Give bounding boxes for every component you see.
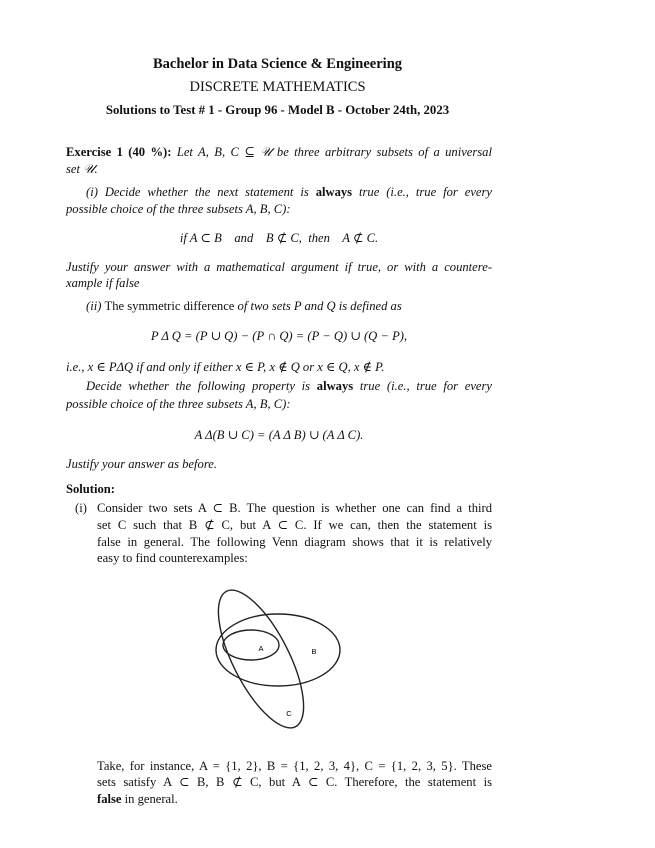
label-a: A [258,644,264,653]
text: true (i.e., true for every [353,379,492,393]
part-i-line-2: possible choice of the three subsets A, B, C): [66,202,291,216]
text: (ii) [86,299,105,313]
label-c: C [286,709,292,718]
example-line [97,791,492,807]
statement-formula: if A ⊂ B and B ⊄ C, then A ⊄ C. [179,231,379,245]
example-line: sets satisfy A ⊂ B, B ⊄ C, but A ⊂ C. Therefore, the statement is [97,775,492,789]
solution-line: false in general. The following Venn diagram shows that it is relatively [97,535,492,549]
set-a-ellipse [223,630,279,660]
solution-line: easy to find counterexamples: [97,551,248,565]
text: in general. [121,792,178,806]
property-formula: A Δ(B ∪ C) = (A Δ B) ∪ (A Δ C). [194,428,364,442]
text: Let A, B, C ⊆ 𝒰 be three arbitrary subsets of a universal [176,145,492,159]
definition-formula: P Δ Q = (P ∪ Q) − (P ∩ Q) = (P − Q) ∪ (Q − P), [150,329,408,343]
text: Decide whether the following property is [86,379,317,393]
text: true (i.e., true for every [352,185,493,199]
item-label: (i) [75,501,87,515]
label-b: B [311,647,317,656]
text: The symmetric difference [104,299,235,313]
text: (i) Decide whether the next statement is [86,185,316,199]
bold-false: false [97,792,122,806]
exercise-intro-line-2: set 𝒰. [66,162,98,176]
justify-line: Justify your answer with a mathematical argument if true, or with a countere- [66,260,492,274]
test-subtitle: Solutions to Test # 1 - Group 96 - Model B - October 24th, 2023 [105,103,450,117]
justify-line-2: xample if false [66,276,140,290]
text: of two sets P and Q is defined as [234,299,402,313]
solution-heading: Solution: [66,482,115,496]
course-title: DISCRETE MATHEMATICS [189,79,366,95]
justify-before-line: Justify your answer as before. [66,457,217,471]
solution-line: Consider two sets A ⊂ B. The question is whether one can find a third [97,501,492,515]
exercise-label: Exercise 1 (40 %): [66,145,172,159]
solution-line: set C such that B ⊄ C, but A ⊂ C. If we can, then the statement is [97,518,492,532]
decide-line-2: possible choice of the three subsets A, B, C): [66,397,291,411]
program-title: Bachelor in Data Science & Engineering [152,56,403,72]
ie-line: i.e., x ∈ PΔQ if and only if either x ∈ P, x ∉ Q or x ∈ Q, x ∉ P. [66,360,385,374]
bold-always: always [315,185,353,199]
example-line: Take, for instance, A = {1, 2}, B = {1, 2, 3, 4}, C = {1, 2, 3, 5}. These [97,759,492,773]
bold-always: always [316,379,354,393]
